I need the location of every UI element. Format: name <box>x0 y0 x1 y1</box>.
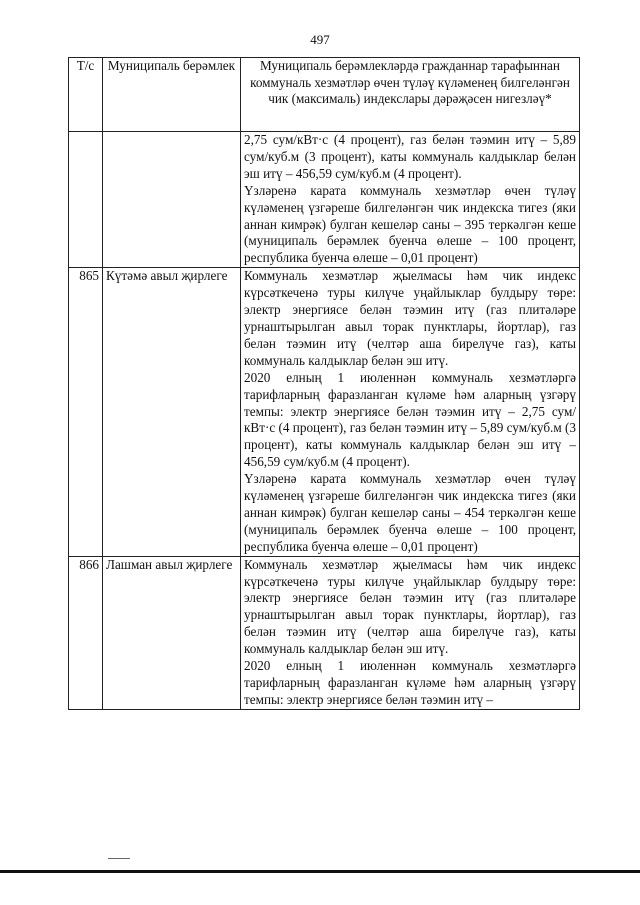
description-paragraph: Коммуналь хезмәтләр җыелмасы һәм чик индекс күрсәткеченә туры килүче уңайлыклар булдыру төре: электр энергиясе белән тәэмин итү (газ плитәләре урнаштырылган авыл торак пунктлары, йортлар), газ белән тәэмин итү (челтәр аша бирелүче газ), каты коммуналь калдыклар белән эш итү. <box>244 268 576 368</box>
row-number: 866 <box>69 556 103 709</box>
header-municipality: Муниципаль берәмлек <box>103 58 241 132</box>
header-description: Муниципаль берәмлекләрдә гражданнар тарафыннан коммуналь хезмәтләр өчен түләү күләменең билгеләнгән чик (максималь) индекслары дәрәҗәсен нигезләү* <box>241 58 580 132</box>
scan-mark <box>108 858 130 859</box>
row-number <box>69 132 103 268</box>
description-paragraph: 2020 елның 1 июленнән коммуналь хезмәтләргә тарифларның фаразланган күләме һәм аларның үзгәрү темпы: электр энергиясе белән тәэмин итү – 2,75 сум/кВт·с (4 процент), газ белән тәэмин итү – 5,89 сум/куб.м (3 процент), каты коммуналь калдыклар белән эш итү – 456,59 сум/куб.м (4 процент). <box>244 369 576 470</box>
table-row <box>69 268 580 556</box>
row-description <box>241 268 580 556</box>
row-municipality: Лашман авыл җирлеге <box>103 556 241 709</box>
row-municipality: Күтәмә авыл җирлеге <box>103 268 241 556</box>
bottom-rule <box>0 870 640 873</box>
description-paragraph: 2020 елның 1 июленнән коммуналь хезмәтләргә тарифларның фаразланган күләме һәм аларның үзгәрү темпы: электр энергиясе белән тәэмин итү – <box>244 658 576 707</box>
row-number: 865 <box>69 268 103 556</box>
description-paragraph: Үзләренә карата коммуналь хезмәтләр өчен түләү күләменең үзгәреше билгеләнгән чик индекска тигез (яки аннан кимрәк) булган кешеләр саны – 395 теркәлгән кеше (муниципаль берәмлек буенча өлеше – 100 процент, республика буенча өлеше – 0,01 процент) <box>244 182 576 266</box>
table-row <box>69 556 580 709</box>
table-row <box>69 132 580 268</box>
page-number: 497 <box>310 32 330 47</box>
row-description <box>241 132 580 268</box>
row-description <box>241 556 580 709</box>
row-municipality <box>103 132 241 268</box>
tariff-table <box>68 57 580 710</box>
description-paragraph: Коммуналь хезмәтләр җыелмасы һәм чик индекс күрсәткеченә туры килүче уңайлыклар булдыру төре: электр энергиясе белән тәэмин итү (газ плитәләре урнаштырылган авыл торак пунктлары, йортлар), газ белән тәэмин итү (челтәр аша бирелүче газ), каты коммуналь калдыклар белән эш итү. <box>244 556 576 657</box>
description-paragraph: 2,75 сум/кВт·с (4 процент), газ белән тәэмин итү – 5,89 сум/куб.м (3 процент), каты коммуналь калдыклар белән эш итү – 456,59 сум/куб.м (4 процент). <box>244 132 576 181</box>
header-number: Т/с <box>69 58 103 132</box>
table-header-row <box>69 58 580 132</box>
description-paragraph: Үзләренә карата коммуналь хезмәтләр өчен түләү күләменең үзгәреше билгеләнгән чик индекска тигез (яки аннан кимрәк) булган кешеләр саны – 454 теркәлгән кеше (муниципаль берәмлек буенча өлеше – 100 процент, республика буенча өлеше – 0,01 процент) <box>244 471 576 554</box>
